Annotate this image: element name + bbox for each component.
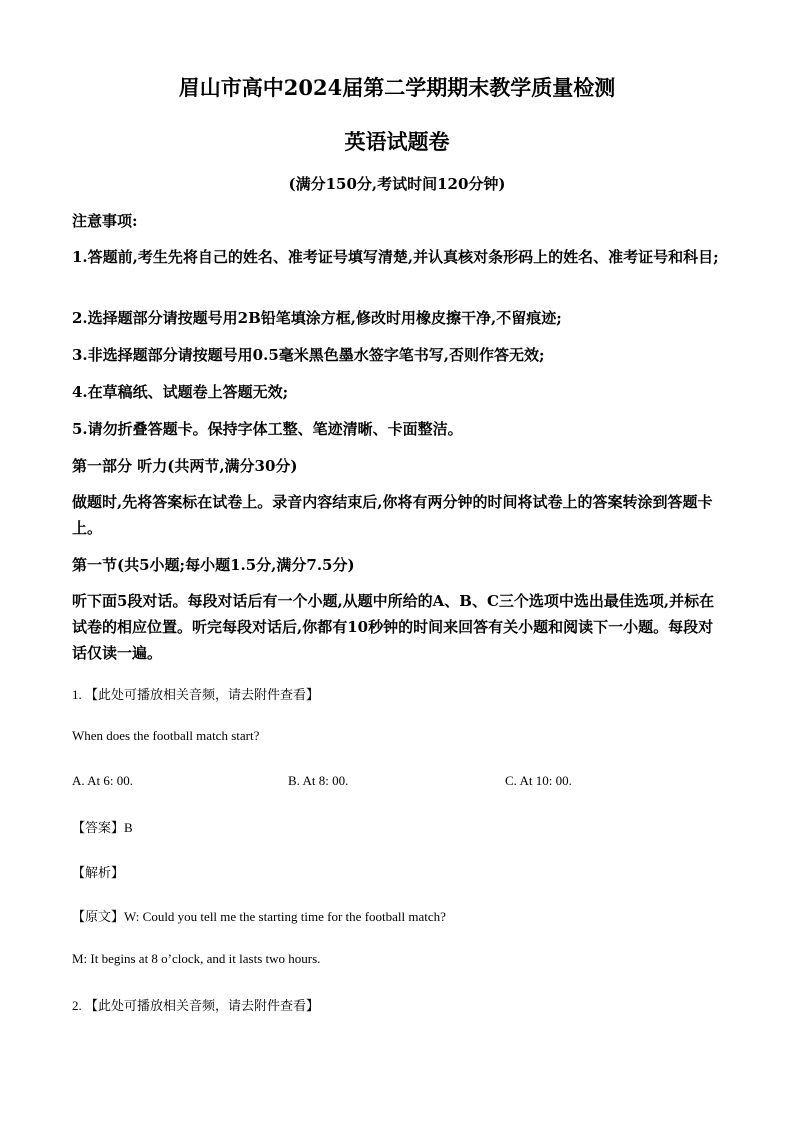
- section1-heading: 第一节(共5小题;每小题1.5分,满分7.5分): [72, 556, 355, 574]
- q1-question: When does the football match start?: [72, 728, 260, 743]
- note-item-3: 3.非选择题部分请按题号用0.5毫米黑色墨水签字笔书写,否则作答无效;: [72, 346, 545, 364]
- q1-analysis: 【解析】: [72, 865, 125, 880]
- score-time-note: (满分150分,考试时间120分钟): [288, 175, 506, 193]
- q1-option-a: A. At 6: 00.: [72, 773, 134, 788]
- note-item-5: 5.请勿折叠答题卡。保持字体工整、笔迹清晰、卡面整洁。: [72, 420, 463, 438]
- note-item-1: 1.答题前,考生先将自己的姓名、准考证号填写清楚,并认真核对条形码上的姓名、准考证号和科目;: [72, 248, 719, 266]
- note-item-4: 4.在草稿纸、试题卷上答题无效;: [72, 383, 289, 401]
- note-item-2: 2.选择题部分请按题号用2B铅笔填涂方框,修改时用橡皮擦干净,不留痕迹;: [72, 309, 562, 327]
- q1-answer: 【答案】B: [72, 820, 133, 835]
- q1-option-c: C. At 10: 00.: [505, 773, 572, 788]
- q1-original-m: M: It begins at 8 o’clock, and it lasts two hours.: [72, 951, 321, 966]
- part1-instruction: 做题时,先将答案标在试卷上。录音内容结束后,你将有两分钟的时间将试卷上的答案转涂到答题卡上。: [72, 493, 713, 537]
- q1-audio-link[interactable]: 1. 【此处可播放相关音频，请去附件查看】: [72, 687, 320, 702]
- notes-heading: 注意事项:: [72, 212, 138, 230]
- q2-audio-link[interactable]: 2. 【此处可播放相关音频，请去附件查看】: [72, 998, 320, 1013]
- exam-subtitle: 英语试题卷: [344, 129, 450, 154]
- section1-instruction: 听下面5段对话。每段对话后有一个小题,从题中所给的A、B、C三个选项中选出最佳选项,并标在试卷的相应位置。听完每段对话后,你都有10秒钟的时间来回答有关小题和阅读下一小题。每段对话仅读一遍。: [72, 592, 715, 662]
- exam-title: 眉山市高中2024届第二学期期末教学质量检测: [178, 75, 616, 100]
- q1-option-b: B. At 8: 00.: [288, 773, 349, 788]
- q1-original-w: 【原文】W: Could you tell me the starting time for the football match?: [72, 909, 446, 924]
- part1-heading: 第一部分 听力(共两节,满分30分): [72, 457, 298, 475]
